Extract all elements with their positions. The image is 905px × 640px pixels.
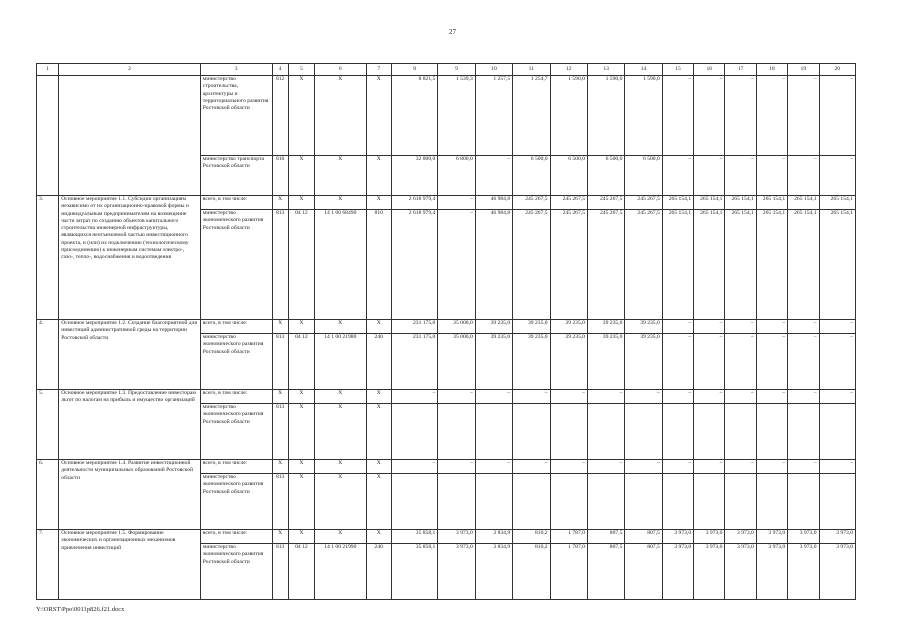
amount-cell [550,404,587,460]
amount-cell: – [725,334,756,390]
column-number-cell: 18 [756,64,787,76]
amount-cell: 8 821,5 [391,76,438,156]
amount-cell: 6 800,0 [438,156,475,196]
amount-cell: – [662,334,693,390]
code-cell: Х [315,156,367,196]
activity-name: Основное мероприятие 1.2. Создание благоприятной для инвестиций административной среды на территории Ростовской области [59,320,201,390]
amount-cell: 265 154,1 [662,210,693,320]
code-cell: 04 12 [288,210,314,320]
amount-cell: 1 590,0 [550,76,587,156]
amount-cell [438,404,475,460]
amount-cell: 39 235,0 [625,320,662,334]
amount-cell: 807,5 [587,530,624,544]
amount-cell: 6 500,0 [587,156,624,196]
executor-cell: министерство транспорта Ростовской области [200,156,272,196]
column-number-cell: 10 [475,64,512,76]
amount-cell: – [756,76,787,156]
column-number-cell: 19 [788,64,819,76]
column-number-cell: 13 [587,64,624,76]
amount-cell: – [513,460,550,474]
code-cell: Х [272,390,288,404]
amount-cell: – [756,390,787,404]
code-cell: Х [366,320,391,334]
code-cell: 810 [272,156,288,196]
executor-cell: всего, в том числе: [200,390,272,404]
amount-cell: 3 973,0 [694,530,725,544]
amount-cell: 2 618 979,4 [391,196,438,210]
amount-cell: 1 787,0 [550,530,587,544]
amount-cell: – [725,460,756,474]
amount-cell: 1 787,0 [550,544,587,600]
amount-cell: 265 154,1 [819,210,856,320]
amount-cell [625,404,662,460]
code-cell: Х [366,474,391,530]
executor-cell: министерство экономического развития Ростовской области [200,474,272,530]
amount-cell: – [662,460,693,474]
code-cell: 240 [366,334,391,390]
amount-cell: 39 235,0 [513,320,550,334]
code-cell: Х [288,404,314,460]
amount-cell: – [788,320,819,334]
amount-cell: 1 590,0 [625,76,662,156]
code-cell: Х [272,196,288,210]
code-cell: 813 [272,474,288,530]
code-cell: Х [366,460,391,474]
amount-cell: 245 267,5 [625,196,662,210]
amount-cell: 3 973,0 [694,544,725,600]
amount-cell [725,474,756,530]
code-cell: Х [315,530,367,544]
executor-cell: министерство строительства, архитектуры и территориального развития Ростовской области [200,76,272,156]
amount-cell: 35 858,1 [391,530,438,544]
amount-cell: 3 973,0 [756,544,787,600]
item-number: 5. [37,390,59,460]
item-number: 3. [37,196,59,320]
activity-name: Основное мероприятие 1.4. Развитие инвестиционной деятельности муниципальных образований Ростовской области [59,460,201,530]
table-row [37,76,856,156]
column-number-cell: 15 [662,64,693,76]
amount-cell [550,474,587,530]
amount-cell: 1 539,3 [438,76,475,156]
amount-cell [788,474,819,530]
amount-cell: 265 154,1 [819,196,856,210]
column-number-cell: 14 [625,64,662,76]
amount-cell: 46 984,8 [475,210,512,320]
amount-cell: 3 973,0 [438,530,475,544]
code-cell: Х [366,390,391,404]
executor-cell: всего, в том числе: [200,196,272,210]
column-number-cell: 3 [200,64,272,76]
amount-cell: – [438,210,475,320]
code-cell: Х [315,460,367,474]
executor-cell: министерство экономического развития Ростовской области [200,334,272,390]
amount-cell: 810,2 [513,530,550,544]
item-number: 4. [37,320,59,390]
amount-cell: 6 500,0 [513,156,550,196]
code-cell: Х [272,460,288,474]
code-cell: Х [315,196,367,210]
amount-cell: 32 800,0 [391,156,438,196]
amount-cell: 265 154,1 [694,210,725,320]
amount-cell: – [662,390,693,404]
amount-cell: 807,5 [625,544,662,600]
amount-cell: – [475,390,512,404]
code-cell: Х [288,76,314,156]
code-cell: Х [366,196,391,210]
amount-cell [819,474,856,530]
amount-cell: – [513,390,550,404]
amount-cell: 35 858,1 [391,544,438,600]
amount-cell: 265 154,1 [694,196,725,210]
amount-cell: 2 618 979,4 [391,210,438,320]
code-cell: 04 12 [288,334,314,390]
amount-cell: – [819,390,856,404]
amount-cell: – [788,334,819,390]
amount-cell: 810,2 [513,544,550,600]
column-number-cell: 16 [694,64,725,76]
code-cell: Х [366,404,391,460]
code-cell: Х [288,390,314,404]
table-row [37,460,856,474]
column-number-cell: 12 [550,64,587,76]
amount-cell: 46 984,8 [475,196,512,210]
amount-cell: – [662,156,693,196]
code-cell: Х [315,76,367,156]
amount-cell: – [391,460,438,474]
column-number-cell: 4 [272,64,288,76]
executor-cell: министерство экономического развития Ростовской области [200,544,272,600]
amount-cell [756,474,787,530]
amount-cell: – [694,320,725,334]
amount-cell: 3 973,0 [819,530,856,544]
code-cell: Х [366,76,391,156]
amount-cell: 3 834,9 [475,530,512,544]
amount-cell: 265 154,1 [756,196,787,210]
amount-cell: 6 500,0 [625,156,662,196]
executor-cell: всего, в том числе: [200,530,272,544]
code-cell: Х [288,530,314,544]
amount-cell [662,404,693,460]
code-cell: 813 [272,210,288,320]
amount-cell: 39 235,0 [625,334,662,390]
column-number-cell: 11 [513,64,550,76]
amount-cell: 245 267,5 [513,196,550,210]
code-cell: Х [288,460,314,474]
column-number-cell: 2 [59,64,201,76]
amount-cell: 39 235,0 [587,320,624,334]
amount-cell: 807,5 [625,530,662,544]
amount-cell: 3 973,0 [662,544,693,600]
amount-cell: – [756,460,787,474]
code-cell: Х [288,320,314,334]
amount-cell: – [587,390,624,404]
code-cell: 04 12 [288,544,314,600]
amount-cell: 3 973,0 [438,544,475,600]
amount-cell: 39 235,0 [587,334,624,390]
amount-cell [662,474,693,530]
item-number: 6. [37,460,59,530]
amount-cell [694,404,725,460]
amount-cell: 245 267,5 [587,196,624,210]
amount-cell: 265 154,1 [725,210,756,320]
code-cell: 14 1 00 68490 [315,210,367,320]
amount-cell: – [788,156,819,196]
amount-cell: – [819,334,856,390]
amount-cell: 3 973,0 [819,544,856,600]
amount-cell: 39 235,0 [475,334,512,390]
column-number-cell: 8 [391,64,438,76]
amount-cell: – [694,460,725,474]
amount-cell [756,404,787,460]
table-row [37,320,856,334]
code-cell: 813 [272,544,288,600]
amount-cell: 807,5 [587,544,624,600]
amount-cell: 265 154,1 [788,210,819,320]
amount-cell: – [756,334,787,390]
amount-cell: 265 154,1 [756,210,787,320]
activity-name: Основное мероприятие 1.5. Формирование экономических и организационных механизмов привлечения инвестиций [59,530,201,600]
amount-cell [475,474,512,530]
column-number-cell: 5 [288,64,314,76]
amount-cell: 1 257,5 [475,76,512,156]
code-cell: 14 1 00 21990 [315,544,367,600]
amount-cell: 245 267,5 [550,196,587,210]
code-cell: Х [288,474,314,530]
amount-cell: – [819,320,856,334]
column-number-row [37,64,856,76]
amount-cell: – [391,390,438,404]
executor-cell: всего, в том числе: [200,320,272,334]
amount-cell: 3 973,0 [788,544,819,600]
amount-cell: – [438,390,475,404]
amount-cell: – [819,156,856,196]
amount-cell: – [756,320,787,334]
amount-cell: – [662,320,693,334]
amount-cell: – [475,460,512,474]
amount-cell: – [819,76,856,156]
amount-cell [694,474,725,530]
amount-cell: – [550,460,587,474]
code-cell: 813 [272,404,288,460]
column-number-cell: 6 [315,64,367,76]
activity-name: Основное мероприятие 1.3. Предоставление инвесторам льгот по налогам на прибыль и имущество организаций [59,390,201,460]
amount-cell: – [819,460,856,474]
amount-cell [625,474,662,530]
amount-cell: 245 267,5 [587,210,624,320]
amount-cell: – [625,390,662,404]
table-row [37,196,856,210]
amount-cell: 265 154,1 [788,196,819,210]
amount-cell [788,404,819,460]
table-row [37,390,856,404]
code-cell: 813 [272,334,288,390]
code-cell: Х [272,320,288,334]
amount-cell [438,474,475,530]
amount-cell [725,404,756,460]
code-cell: Х [315,320,367,334]
amount-cell: – [756,156,787,196]
code-cell: Х [272,530,288,544]
footer-file-path: Y:\ORST\Ppo\0011p826.f21.docx [36,606,125,613]
code-cell: Х [288,196,314,210]
amount-cell: – [788,390,819,404]
amount-cell: 1 590,0 [587,76,624,156]
amount-cell: 39 235,0 [550,334,587,390]
amount-cell: – [625,460,662,474]
amount-cell: 3 973,0 [662,530,693,544]
executor-cell: министерство экономического развития Ростовской области [200,210,272,320]
column-number-cell: 20 [819,64,856,76]
amount-cell: 1 254,7 [513,76,550,156]
column-number-cell: 17 [725,64,756,76]
amount-cell [819,404,856,460]
amount-cell: 3 973,0 [756,530,787,544]
code-cell: Х [366,156,391,196]
amount-cell: – [694,334,725,390]
amount-cell: 245 267,5 [550,210,587,320]
amount-cell: – [788,460,819,474]
activity-name [59,76,201,196]
amount-cell: – [725,320,756,334]
budget-table [36,63,856,600]
column-number-cell: 7 [366,64,391,76]
table-row [37,530,856,544]
amount-cell: – [475,156,512,196]
amount-cell: – [725,390,756,404]
amount-cell: – [550,390,587,404]
amount-cell [475,404,512,460]
amount-cell: 245 267,5 [513,210,550,320]
executor-cell: министерство экономического развития Ростовской области [200,404,272,460]
amount-cell: – [587,460,624,474]
code-cell: 240 [366,544,391,600]
amount-cell: – [725,76,756,156]
page-number: 27 [449,28,456,36]
amount-cell: – [438,196,475,210]
amount-cell [587,404,624,460]
column-number-cell: 9 [438,64,475,76]
amount-cell: – [788,76,819,156]
item-number [37,76,59,196]
column-number-cell: 1 [37,64,59,76]
code-cell: 812 [272,76,288,156]
item-number: 7. [37,530,59,600]
code-cell: Х [315,390,367,404]
code-cell: 810 [366,210,391,320]
amount-cell: 231 175,0 [391,320,438,334]
amount-cell: – [694,156,725,196]
amount-cell: 35 000,0 [438,334,475,390]
amount-cell [391,474,438,530]
code-cell: Х [366,530,391,544]
amount-cell: – [725,156,756,196]
amount-cell: 39 235,0 [550,320,587,334]
amount-cell: 35 000,0 [438,320,475,334]
amount-cell: 3 834,9 [475,544,512,600]
amount-cell: 3 973,0 [725,530,756,544]
code-cell: Х [288,156,314,196]
amount-cell [513,474,550,530]
activity-name: Основное мероприятие 1.1. Субсидии организациям независимо от их организационно-правовой формы и индивидуальным предпринимателям на возмещение части затрат по созданию объектов капитального строительства инженерной инфраструктуры, являющихся неотъемлемой частью инвестиционного проекта, и (или) их подключению (технологическому присоединению) к инженерным системам электро-, газо-, тепло-, водоснабжения и водоотведения [59,196,201,320]
amount-cell: 3 973,0 [788,530,819,544]
amount-cell: – [694,76,725,156]
code-cell: Х [315,404,367,460]
code-cell: Х [315,474,367,530]
amount-cell: 39 235,0 [513,334,550,390]
executor-cell: всего, в том числе: [200,460,272,474]
amount-cell: – [694,390,725,404]
amount-cell [391,404,438,460]
amount-cell [587,474,624,530]
amount-cell: 245 267,5 [625,210,662,320]
amount-cell: 231 175,0 [391,334,438,390]
amount-cell: – [662,76,693,156]
amount-cell: 39 235,0 [475,320,512,334]
amount-cell: 265 154,1 [725,196,756,210]
code-cell: 14 1 00 21980 [315,334,367,390]
amount-cell [513,404,550,460]
amount-cell: 3 973,0 [725,544,756,600]
amount-cell: 265 154,1 [662,196,693,210]
amount-cell: – [438,460,475,474]
amount-cell: 6 500,0 [550,156,587,196]
